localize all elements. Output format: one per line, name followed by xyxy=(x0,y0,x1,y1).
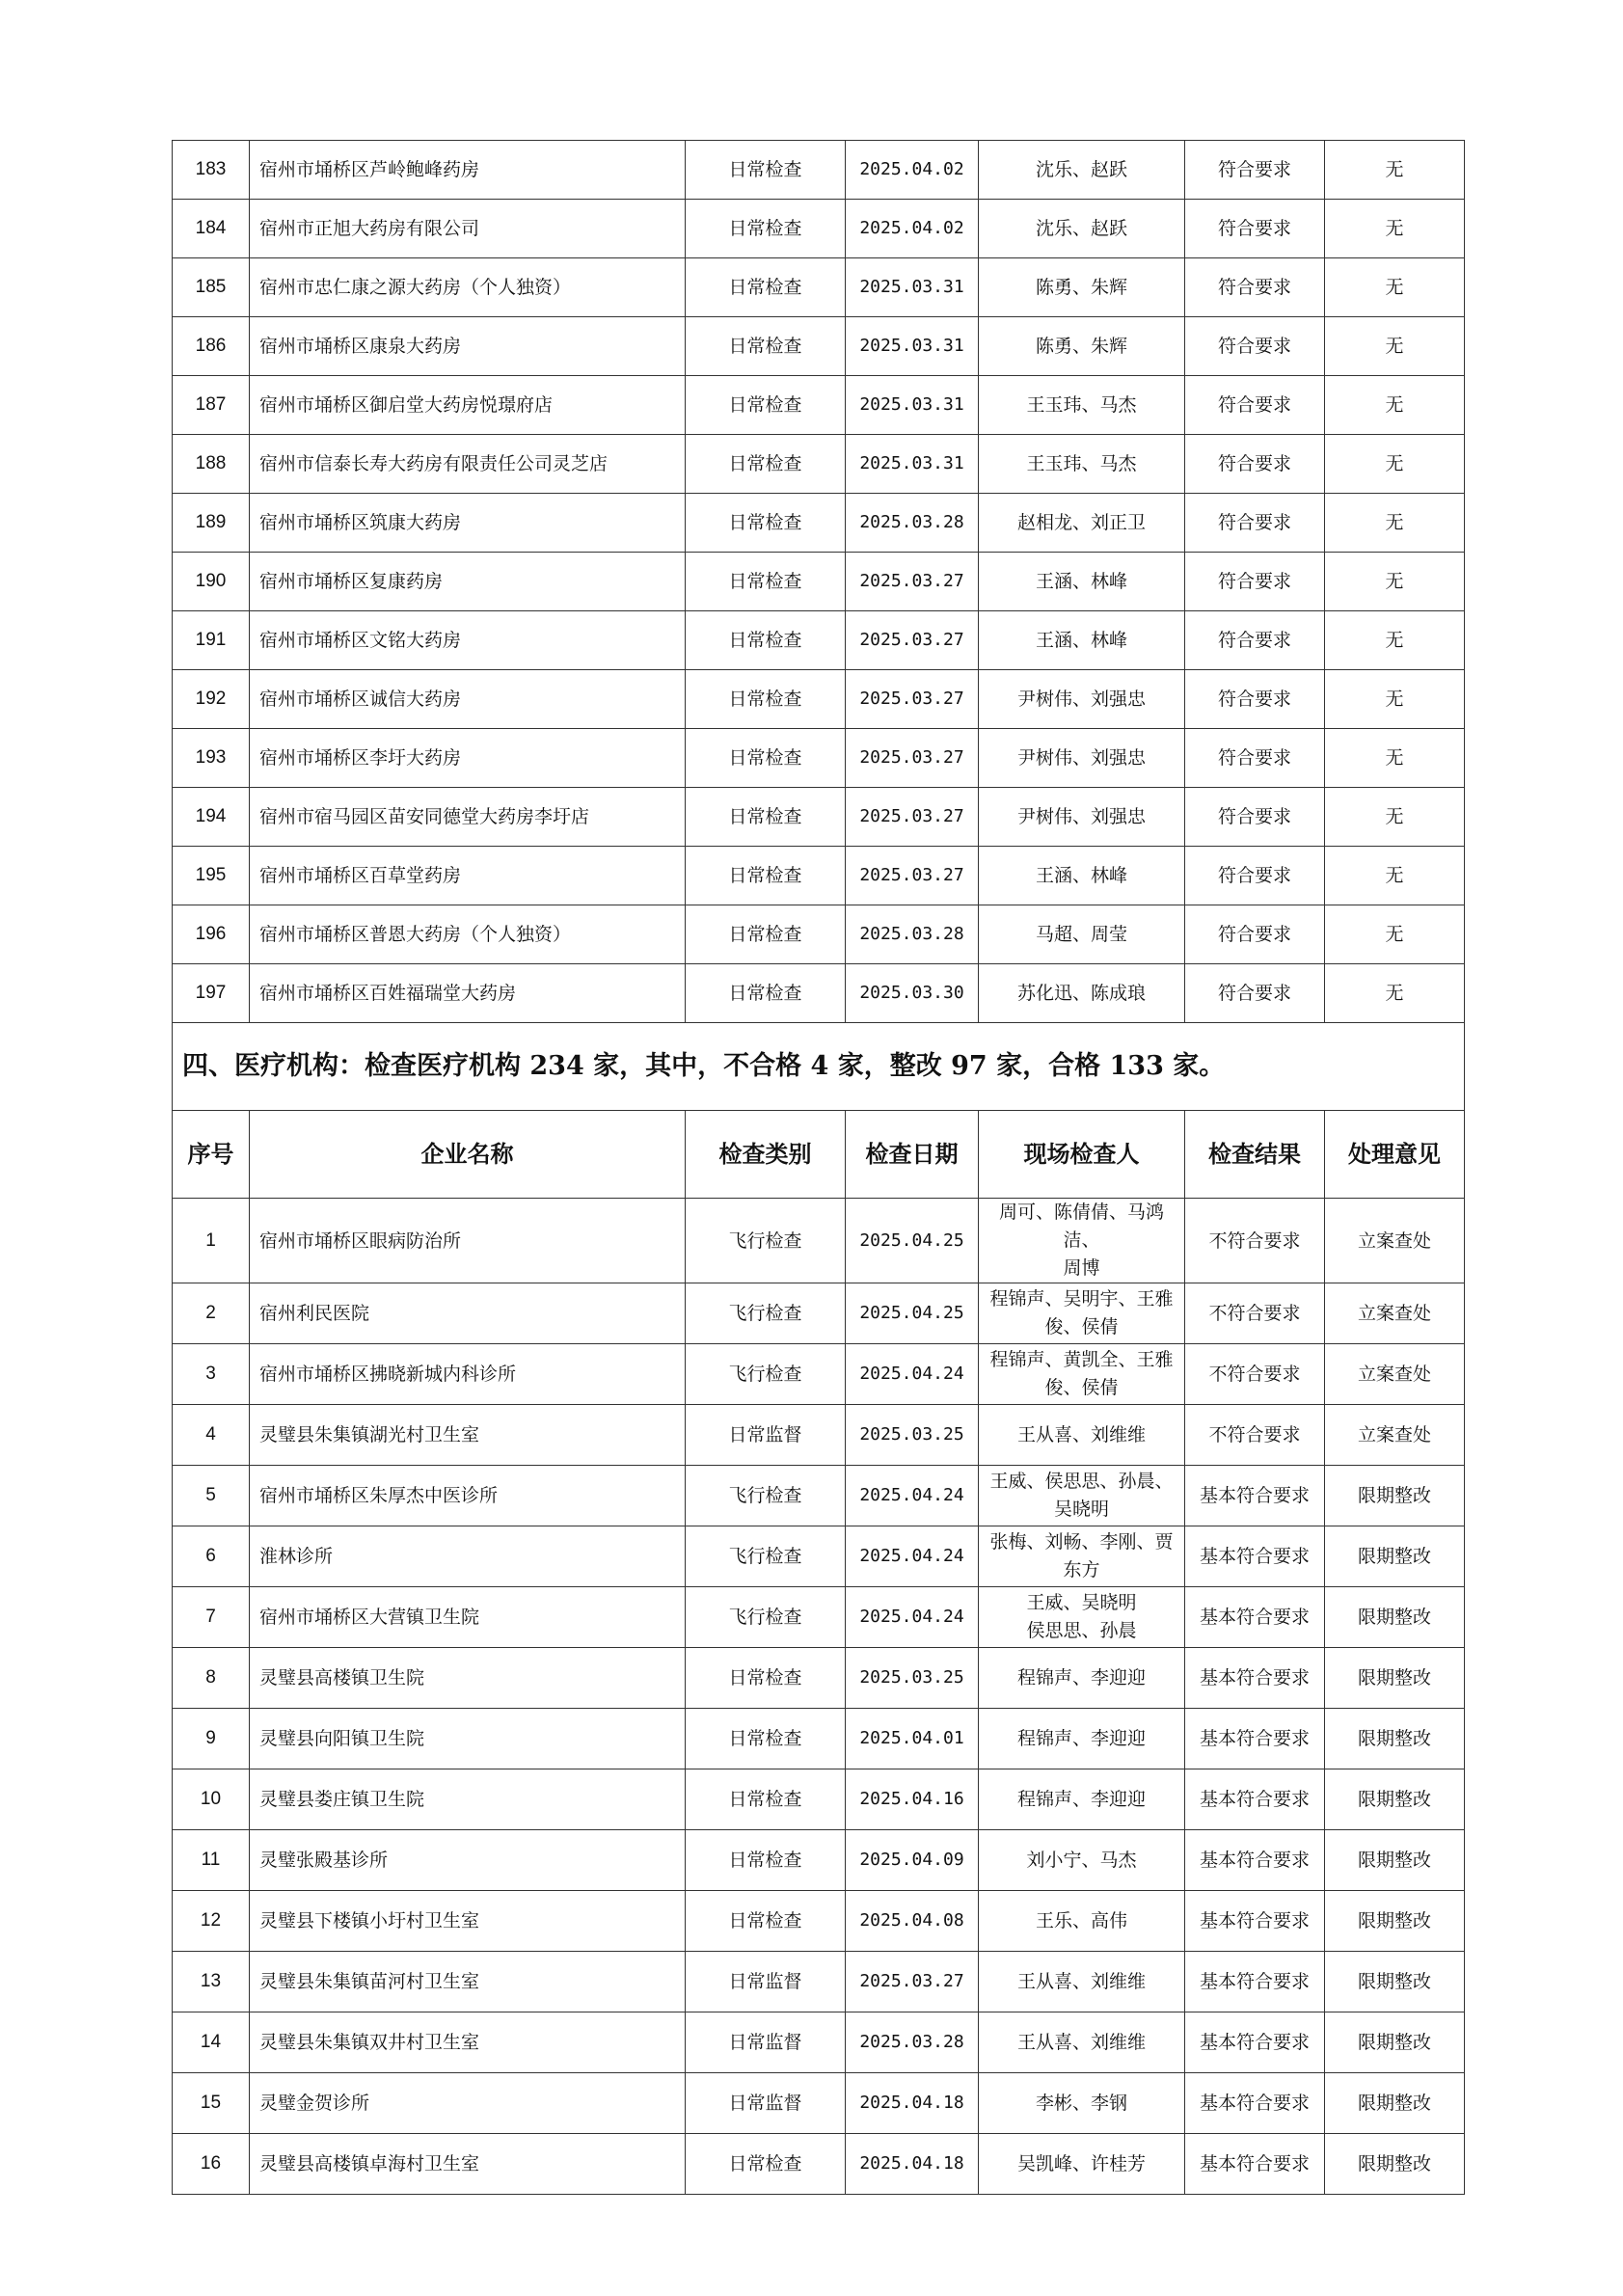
handling-opinion: 无 xyxy=(1325,376,1465,435)
inspection-type: 飞行检查 xyxy=(686,1466,846,1526)
table-row xyxy=(173,1199,1465,1283)
enterprise-name: 宿州市忠仁康之源大药房（个人独资） xyxy=(250,258,686,317)
enterprise-name: 灵璧县朱集镇苗河村卫生室 xyxy=(250,1952,686,2012)
row-number: 185 xyxy=(173,258,250,317)
enterprise-name: 灵璧县下楼镇小圩村卫生室 xyxy=(250,1891,686,1952)
inspection-date: 2025.04.09 xyxy=(846,1830,979,1891)
medical-institution-rows xyxy=(173,1199,1465,2195)
inspection-type: 日常检查 xyxy=(686,670,846,729)
inspection-date: 2025.03.31 xyxy=(846,376,979,435)
inspectors-line-1: 王乐、高伟 xyxy=(1035,1909,1127,1931)
row-number: 16 xyxy=(173,2134,250,2195)
inspection-date: 2025.03.27 xyxy=(846,553,979,611)
enterprise-name: 宿州市埇桥区百草堂药房 xyxy=(250,847,686,905)
inspectors: 沈乐、赵跃 xyxy=(979,141,1185,200)
table-row xyxy=(173,1587,1465,1648)
inspectors-line-1: 王从喜、刘维维 xyxy=(1016,1423,1146,1445)
inspection-type: 日常检查 xyxy=(686,376,846,435)
inspectors-line-1: 程锦声、吴明宇、王雅 xyxy=(989,1288,1174,1310)
inspection-type: 日常检查 xyxy=(686,200,846,258)
inspection-date: 2025.04.24 xyxy=(846,1587,979,1648)
inspectors: 尹树伟、刘强忠 xyxy=(979,788,1185,847)
inspection-result: 不符合要求 xyxy=(1185,1405,1325,1466)
table-row xyxy=(173,1526,1465,1587)
row-number: 187 xyxy=(173,376,250,435)
inspection-result: 符合要求 xyxy=(1185,141,1325,200)
table-row xyxy=(173,494,1465,553)
inspection-date: 2025.03.27 xyxy=(846,788,979,847)
inspection-type: 日常监督 xyxy=(686,1405,846,1466)
table-row xyxy=(173,2073,1465,2134)
enterprise-name: 灵璧县向阳镇卫生院 xyxy=(250,1709,686,1769)
inspectors: 沈乐、赵跃 xyxy=(979,200,1185,258)
row-number: 192 xyxy=(173,670,250,729)
inspection-type: 日常监督 xyxy=(686,1952,846,2012)
table-row xyxy=(173,258,1465,317)
inspection-date: 2025.04.18 xyxy=(846,2134,979,2195)
inspectors-line-2: 侯思思、孙晨 xyxy=(1026,1620,1137,1641)
inspection-result: 基本符合要求 xyxy=(1185,1709,1325,1769)
inspection-date: 2025.03.25 xyxy=(846,1648,979,1709)
inspection-type: 日常检查 xyxy=(686,1648,846,1709)
row-number: 8 xyxy=(173,1648,250,1709)
inspection-type: 日常检查 xyxy=(686,788,846,847)
inspection-result: 符合要求 xyxy=(1185,200,1325,258)
handling-opinion: 限期整改 xyxy=(1325,1891,1465,1952)
inspectors xyxy=(979,1769,1185,1830)
row-number: 194 xyxy=(173,788,250,847)
inspection-type: 日常检查 xyxy=(686,1830,846,1891)
inspectors xyxy=(979,1709,1185,1769)
table-row xyxy=(173,1466,1465,1526)
handling-opinion: 立案查处 xyxy=(1325,1344,1465,1405)
table-row xyxy=(173,670,1465,729)
inspection-result: 不符合要求 xyxy=(1185,1344,1325,1405)
inspection-result: 基本符合要求 xyxy=(1185,1891,1325,1952)
header-inspectors: 现场检查人 xyxy=(979,1111,1185,1199)
row-number: 184 xyxy=(173,200,250,258)
handling-opinion: 无 xyxy=(1325,553,1465,611)
inspection-date: 2025.04.25 xyxy=(846,1283,979,1344)
handling-opinion: 限期整改 xyxy=(1325,1648,1465,1709)
handling-opinion: 限期整改 xyxy=(1325,1952,1465,2012)
inspection-type: 飞行检查 xyxy=(686,1199,846,1283)
handling-opinion: 无 xyxy=(1325,964,1465,1023)
inspection-date: 2025.03.27 xyxy=(846,729,979,788)
inspection-table xyxy=(172,140,1465,2195)
inspectors xyxy=(979,1830,1185,1891)
inspection-date: 2025.03.27 xyxy=(846,611,979,670)
handling-opinion: 限期整改 xyxy=(1325,1830,1465,1891)
inspection-type: 飞行检查 xyxy=(686,1526,846,1587)
handling-opinion: 限期整改 xyxy=(1325,2134,1465,2195)
enterprise-name: 灵璧金贺诊所 xyxy=(250,2073,686,2134)
inspectors-line-1: 程锦声、李迎迎 xyxy=(1016,1727,1146,1749)
inspection-date: 2025.04.02 xyxy=(846,200,979,258)
inspection-date: 2025.03.28 xyxy=(846,494,979,553)
inspection-result: 符合要求 xyxy=(1185,964,1325,1023)
inspection-result: 不符合要求 xyxy=(1185,1283,1325,1344)
inspection-date: 2025.04.18 xyxy=(846,2073,979,2134)
row-number: 183 xyxy=(173,141,250,200)
enterprise-name: 宿州市埇桥区拂晓新城内科诊所 xyxy=(250,1344,686,1405)
table-row xyxy=(173,1952,1465,2012)
inspection-result: 不符合要求 xyxy=(1185,1199,1325,1283)
inspection-type: 日常检查 xyxy=(686,494,846,553)
inspection-type: 日常检查 xyxy=(686,1769,846,1830)
inspectors-line-1: 李彬、李钢 xyxy=(1035,2092,1127,2114)
enterprise-name: 宿州市宿马园区苗安同德堂大药房李圩店 xyxy=(250,788,686,847)
handling-opinion: 无 xyxy=(1325,435,1465,494)
enterprise-name: 宿州市信泰长寿大药房有限责任公司灵芝店 xyxy=(250,435,686,494)
inspectors-line-1: 程锦声、李迎迎 xyxy=(1016,1788,1146,1810)
header-opinion: 处理意见 xyxy=(1325,1111,1465,1199)
enterprise-name: 灵璧县朱集镇双井村卫生室 xyxy=(250,2012,686,2073)
inspection-type: 日常检查 xyxy=(686,435,846,494)
enterprise-name: 宿州市埇桥区普恩大药房（个人独资） xyxy=(250,905,686,964)
inspection-date: 2025.04.01 xyxy=(846,1709,979,1769)
inspectors xyxy=(979,2012,1185,2073)
section-heading-row xyxy=(173,1023,1465,1111)
inspectors: 苏化迅、陈成琅 xyxy=(979,964,1185,1023)
inspection-result: 符合要求 xyxy=(1185,494,1325,553)
enterprise-name: 宿州市埇桥区复康药房 xyxy=(250,553,686,611)
inspectors-line-1: 王威、吴晓明 xyxy=(1026,1592,1137,1613)
handling-opinion: 限期整改 xyxy=(1325,1587,1465,1648)
inspectors: 王涵、林峰 xyxy=(979,553,1185,611)
inspection-result: 符合要求 xyxy=(1185,553,1325,611)
inspection-result: 基本符合要求 xyxy=(1185,2073,1325,2134)
enterprise-name: 灵璧张殿基诊所 xyxy=(250,1830,686,1891)
enterprise-name: 灵璧县高楼镇卫生院 xyxy=(250,1648,686,1709)
inspection-date: 2025.04.16 xyxy=(846,1769,979,1830)
inspection-type: 日常检查 xyxy=(686,611,846,670)
inspectors: 王玉玮、马杰 xyxy=(979,435,1185,494)
inspection-result: 基本符合要求 xyxy=(1185,2134,1325,2195)
handling-opinion: 无 xyxy=(1325,905,1465,964)
row-number: 195 xyxy=(173,847,250,905)
inspection-type: 飞行检查 xyxy=(686,1283,846,1344)
inspection-result: 符合要求 xyxy=(1185,376,1325,435)
inspectors xyxy=(979,1344,1185,1405)
inspection-type: 日常检查 xyxy=(686,258,846,317)
enterprise-name: 宿州市埇桥区筑康大药房 xyxy=(250,494,686,553)
row-number: 10 xyxy=(173,1769,250,1830)
inspectors-line-1: 程锦声、黄凯全、王雅 xyxy=(989,1349,1174,1370)
inspectors-line-1: 王从喜、刘维维 xyxy=(1016,1970,1146,1992)
inspection-result: 符合要求 xyxy=(1185,435,1325,494)
inspection-result: 基本符合要求 xyxy=(1185,1952,1325,2012)
inspection-type: 日常检查 xyxy=(686,1891,846,1952)
inspectors xyxy=(979,1466,1185,1526)
table-row xyxy=(173,847,1465,905)
enterprise-name: 灵璧县娄庄镇卫生院 xyxy=(250,1769,686,1830)
inspectors: 赵相龙、刘正卫 xyxy=(979,494,1185,553)
inspection-date: 2025.04.25 xyxy=(846,1199,979,1283)
inspectors-line-2: 俊、侯倩 xyxy=(1044,1316,1119,1337)
enterprise-name: 宿州市埇桥区大营镇卫生院 xyxy=(250,1587,686,1648)
inspectors xyxy=(979,1526,1185,1587)
inspection-type: 日常检查 xyxy=(686,317,846,376)
section-heading: 四、医疗机构：检查医疗机构 234 家，其中，不合格 4 家，整改 97 家，合格 133 家。 xyxy=(173,1023,1465,1111)
inspection-type: 飞行检查 xyxy=(686,1344,846,1405)
handling-opinion: 无 xyxy=(1325,141,1465,200)
table-row xyxy=(173,553,1465,611)
inspection-date: 2025.04.02 xyxy=(846,141,979,200)
table-header-row xyxy=(173,1111,1465,1199)
row-number: 196 xyxy=(173,905,250,964)
row-number: 188 xyxy=(173,435,250,494)
row-number: 1 xyxy=(173,1199,250,1283)
table-row xyxy=(173,317,1465,376)
row-number: 7 xyxy=(173,1587,250,1648)
table-row xyxy=(173,788,1465,847)
inspectors xyxy=(979,1648,1185,1709)
handling-opinion: 无 xyxy=(1325,611,1465,670)
header-type: 检查类别 xyxy=(686,1111,846,1199)
row-number: 197 xyxy=(173,964,250,1023)
handling-opinion: 立案查处 xyxy=(1325,1283,1465,1344)
enterprise-name: 宿州利民医院 xyxy=(250,1283,686,1344)
header-date: 检查日期 xyxy=(846,1111,979,1199)
inspection-date: 2025.03.30 xyxy=(846,964,979,1023)
enterprise-name: 宿州市埇桥区诚信大药房 xyxy=(250,670,686,729)
header-no: 序号 xyxy=(173,1111,250,1199)
row-number: 13 xyxy=(173,1952,250,2012)
row-number: 4 xyxy=(173,1405,250,1466)
inspectors-line-1: 张梅、刘畅、李刚、贾 xyxy=(989,1531,1174,1553)
table-row xyxy=(173,1344,1465,1405)
row-number: 191 xyxy=(173,611,250,670)
inspection-date: 2025.04.24 xyxy=(846,1526,979,1587)
table-row xyxy=(173,1830,1465,1891)
table-row xyxy=(173,2134,1465,2195)
inspectors xyxy=(979,1587,1185,1648)
table-row xyxy=(173,905,1465,964)
inspection-type: 日常检查 xyxy=(686,729,846,788)
handling-opinion: 限期整改 xyxy=(1325,1769,1465,1830)
inspection-date: 2025.03.31 xyxy=(846,258,979,317)
table-row xyxy=(173,435,1465,494)
inspection-result: 符合要求 xyxy=(1185,847,1325,905)
header-result: 检查结果 xyxy=(1185,1111,1325,1199)
row-number: 12 xyxy=(173,1891,250,1952)
inspection-date: 2025.03.28 xyxy=(846,905,979,964)
inspection-result: 基本符合要求 xyxy=(1185,1830,1325,1891)
row-number: 3 xyxy=(173,1344,250,1405)
inspectors-line-2: 俊、侯倩 xyxy=(1044,1377,1119,1398)
table-row xyxy=(173,200,1465,258)
enterprise-name: 宿州市埇桥区朱厚杰中医诊所 xyxy=(250,1466,686,1526)
inspectors: 尹树伟、刘强忠 xyxy=(979,670,1185,729)
inspectors xyxy=(979,1199,1185,1283)
inspectors: 王涵、林峰 xyxy=(979,847,1185,905)
inspectors xyxy=(979,2073,1185,2134)
handling-opinion: 无 xyxy=(1325,847,1465,905)
inspection-date: 2025.03.27 xyxy=(846,847,979,905)
inspection-date: 2025.04.24 xyxy=(846,1466,979,1526)
inspectors-line-2: 周博 xyxy=(1063,1257,1100,1279)
enterprise-name: 宿州市埇桥区百姓福瑞堂大药房 xyxy=(250,964,686,1023)
row-number: 186 xyxy=(173,317,250,376)
inspectors-line-1: 程锦声、李迎迎 xyxy=(1016,1666,1146,1688)
handling-opinion: 限期整改 xyxy=(1325,2073,1465,2134)
inspection-date: 2025.04.24 xyxy=(846,1344,979,1405)
handling-opinion: 无 xyxy=(1325,670,1465,729)
inspection-result: 基本符合要求 xyxy=(1185,1526,1325,1587)
inspectors xyxy=(979,1952,1185,2012)
inspectors-line-1: 吴凯峰、许桂芳 xyxy=(1016,2152,1146,2174)
inspection-type: 日常检查 xyxy=(686,553,846,611)
table-row xyxy=(173,141,1465,200)
handling-opinion: 限期整改 xyxy=(1325,1466,1465,1526)
inspectors xyxy=(979,1891,1185,1952)
inspectors-line-1: 王威、侯思思、孙晨、 xyxy=(989,1471,1174,1492)
inspectors: 陈勇、朱辉 xyxy=(979,317,1185,376)
inspection-result: 符合要求 xyxy=(1185,905,1325,964)
enterprise-name: 宿州市埇桥区文铭大药房 xyxy=(250,611,686,670)
inspectors xyxy=(979,1283,1185,1344)
handling-opinion: 无 xyxy=(1325,729,1465,788)
handling-opinion: 无 xyxy=(1325,788,1465,847)
table-row xyxy=(173,1709,1465,1769)
enterprise-name: 宿州市埇桥区康泉大药房 xyxy=(250,317,686,376)
inspectors: 陈勇、朱辉 xyxy=(979,258,1185,317)
row-number: 193 xyxy=(173,729,250,788)
inspection-result: 基本符合要求 xyxy=(1185,2012,1325,2073)
inspection-type: 日常检查 xyxy=(686,2134,846,2195)
inspection-date: 2025.03.31 xyxy=(846,317,979,376)
table-row xyxy=(173,1648,1465,1709)
inspection-date: 2025.04.08 xyxy=(846,1891,979,1952)
inspection-result: 符合要求 xyxy=(1185,258,1325,317)
header-name: 企业名称 xyxy=(250,1111,686,1199)
table-row xyxy=(173,611,1465,670)
inspectors-line-1: 周可、陈倩倩、马鸿洁、 xyxy=(998,1202,1164,1251)
inspection-type: 日常检查 xyxy=(686,141,846,200)
table-row xyxy=(173,729,1465,788)
table-row xyxy=(173,2012,1465,2073)
inspectors: 王涵、林峰 xyxy=(979,611,1185,670)
row-number: 14 xyxy=(173,2012,250,2073)
inspection-date: 2025.03.31 xyxy=(846,435,979,494)
enterprise-name: 宿州市埇桥区芦岭鲍峰药房 xyxy=(250,141,686,200)
row-number: 9 xyxy=(173,1709,250,1769)
section-four xyxy=(173,1023,1465,1199)
table-row xyxy=(173,1283,1465,1344)
handling-opinion: 立案查处 xyxy=(1325,1405,1465,1466)
handling-opinion: 限期整改 xyxy=(1325,2012,1465,2073)
inspection-result: 基本符合要求 xyxy=(1185,1769,1325,1830)
row-number: 189 xyxy=(173,494,250,553)
handling-opinion: 限期整改 xyxy=(1325,1709,1465,1769)
table-row xyxy=(173,376,1465,435)
inspection-result: 符合要求 xyxy=(1185,788,1325,847)
enterprise-name: 宿州市埇桥区李圩大药房 xyxy=(250,729,686,788)
inspection-type: 日常检查 xyxy=(686,1709,846,1769)
inspectors-line-1: 王从喜、刘维维 xyxy=(1016,2031,1146,2053)
inspection-result: 基本符合要求 xyxy=(1185,1648,1325,1709)
inspection-type: 日常检查 xyxy=(686,964,846,1023)
handling-opinion: 限期整改 xyxy=(1325,1526,1465,1587)
handling-opinion: 无 xyxy=(1325,258,1465,317)
pharmacy-rows xyxy=(173,141,1465,1023)
inspection-result: 符合要求 xyxy=(1185,670,1325,729)
document-page xyxy=(172,140,1464,2195)
inspectors xyxy=(979,1405,1185,1466)
inspection-result: 符合要求 xyxy=(1185,611,1325,670)
inspectors: 王玉玮、马杰 xyxy=(979,376,1185,435)
inspection-date: 2025.03.27 xyxy=(846,670,979,729)
inspectors-line-1: 刘小宁、马杰 xyxy=(1026,1849,1137,1871)
inspection-type: 日常监督 xyxy=(686,2012,846,2073)
inspection-result: 符合要求 xyxy=(1185,317,1325,376)
row-number: 190 xyxy=(173,553,250,611)
row-number: 5 xyxy=(173,1466,250,1526)
row-number: 2 xyxy=(173,1283,250,1344)
handling-opinion: 无 xyxy=(1325,200,1465,258)
row-number: 6 xyxy=(173,1526,250,1587)
handling-opinion: 立案查处 xyxy=(1325,1199,1465,1283)
inspection-type: 日常监督 xyxy=(686,2073,846,2134)
inspection-date: 2025.03.27 xyxy=(846,1952,979,2012)
inspection-result: 符合要求 xyxy=(1185,729,1325,788)
inspectors xyxy=(979,2134,1185,2195)
row-number: 15 xyxy=(173,2073,250,2134)
row-number: 11 xyxy=(173,1830,250,1891)
inspectors: 尹树伟、刘强忠 xyxy=(979,729,1185,788)
inspection-result: 基本符合要求 xyxy=(1185,1466,1325,1526)
handling-opinion: 无 xyxy=(1325,494,1465,553)
inspection-type: 飞行检查 xyxy=(686,1587,846,1648)
inspectors: 马超、周莹 xyxy=(979,905,1185,964)
inspection-date: 2025.03.28 xyxy=(846,2012,979,2073)
enterprise-name: 宿州市正旭大药房有限公司 xyxy=(250,200,686,258)
inspection-type: 日常检查 xyxy=(686,905,846,964)
enterprise-name: 宿州市埇桥区眼病防治所 xyxy=(250,1199,686,1283)
handling-opinion: 无 xyxy=(1325,317,1465,376)
enterprise-name: 宿州市埇桥区御启堂大药房悦璟府店 xyxy=(250,376,686,435)
enterprise-name: 淮林诊所 xyxy=(250,1526,686,1587)
inspection-type: 日常检查 xyxy=(686,847,846,905)
inspection-result: 基本符合要求 xyxy=(1185,1587,1325,1648)
table-row xyxy=(173,964,1465,1023)
table-row xyxy=(173,1891,1465,1952)
inspection-date: 2025.03.25 xyxy=(846,1405,979,1466)
inspectors-line-2: 东方 xyxy=(1063,1559,1100,1580)
table-row xyxy=(173,1769,1465,1830)
enterprise-name: 灵璧县朱集镇湖光村卫生室 xyxy=(250,1405,686,1466)
table-row xyxy=(173,1405,1465,1466)
enterprise-name: 灵璧县高楼镇卓海村卫生室 xyxy=(250,2134,686,2195)
inspectors-line-2: 吴晓明 xyxy=(1053,1499,1109,1520)
